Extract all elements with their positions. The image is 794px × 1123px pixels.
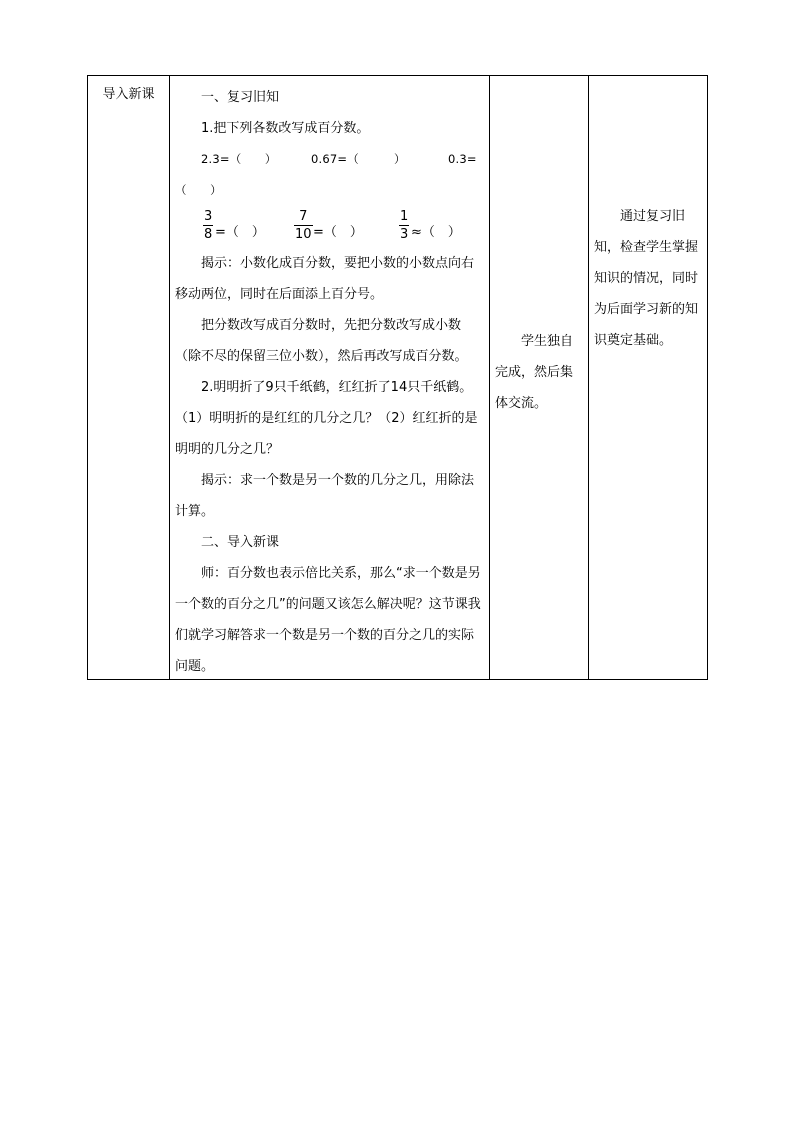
student-activity-cell [489, 76, 588, 679]
exercise-0-67: 0.67=（ ） [311, 152, 406, 166]
fraction-exercises: $\frac{3}{8}$ =（ ） $\frac{7}{10}$ =（ ） $\frac{1}{3}$ ≈（ ） [204, 209, 461, 242]
teaching-content-cell [169, 76, 489, 679]
exercise-0-3: 0.3= [448, 152, 477, 166]
fraction-7-10: $\frac{7}{10}$ [295, 209, 312, 242]
student-activity: 学生独自完成，然后集体交流。 [495, 334, 574, 411]
fraction-1-3: $\frac{1}{3}$ [400, 209, 409, 242]
design-intent: 通过复习旧知，检查学生掌握知识的情况，同时为后面学习新的知识奠定基础。 [594, 209, 699, 348]
decimal-exercises [175, 144, 481, 175]
exercise-2-3: 2.3=（ ） [201, 152, 277, 166]
question-1: 1.把下列各数改写成百分数。 [201, 121, 370, 136]
question-2: 2.明明折了9只千纸鹤，红红折了14只千纸鹤。（1）明明折的是红红的几分之几？（2）红红折的是明明的几分之几？ [175, 380, 478, 457]
hint-fraction-to-percent: 把分数改写成百分数时，先把分数改写成小数（除不尽的保留三位小数），然后再改写成百分数。 [175, 318, 468, 364]
lesson-table [87, 75, 708, 680]
row-label-cell [88, 76, 169, 679]
teacher-intro: 师：百分数也表示倍比关系，那么“求一个数是另一个数的百分之几”的问题又该怎么解决呢？这节课我们就学习解答求一个数是另一个数的百分之几的实际问题。 [175, 566, 481, 674]
heading-intro: 二、导入新课 [201, 535, 280, 550]
design-intent-cell [588, 76, 707, 679]
fraction-3-8: $\frac{3}{8}$ [204, 209, 213, 242]
row-label: 导入新课 [102, 87, 155, 102]
hint-decimal-to-percent: 揭示：小数化成百分数，要把小数的小数点向右移动两位，同时在后面添上百分号。 [175, 256, 475, 302]
decimal-exercise-tail: （ ） [175, 183, 222, 197]
heading-review: 一、复习旧知 [201, 90, 280, 105]
hint-division: 揭示：求一个数是另一个数的几分之几，用除法计算。 [175, 473, 475, 519]
